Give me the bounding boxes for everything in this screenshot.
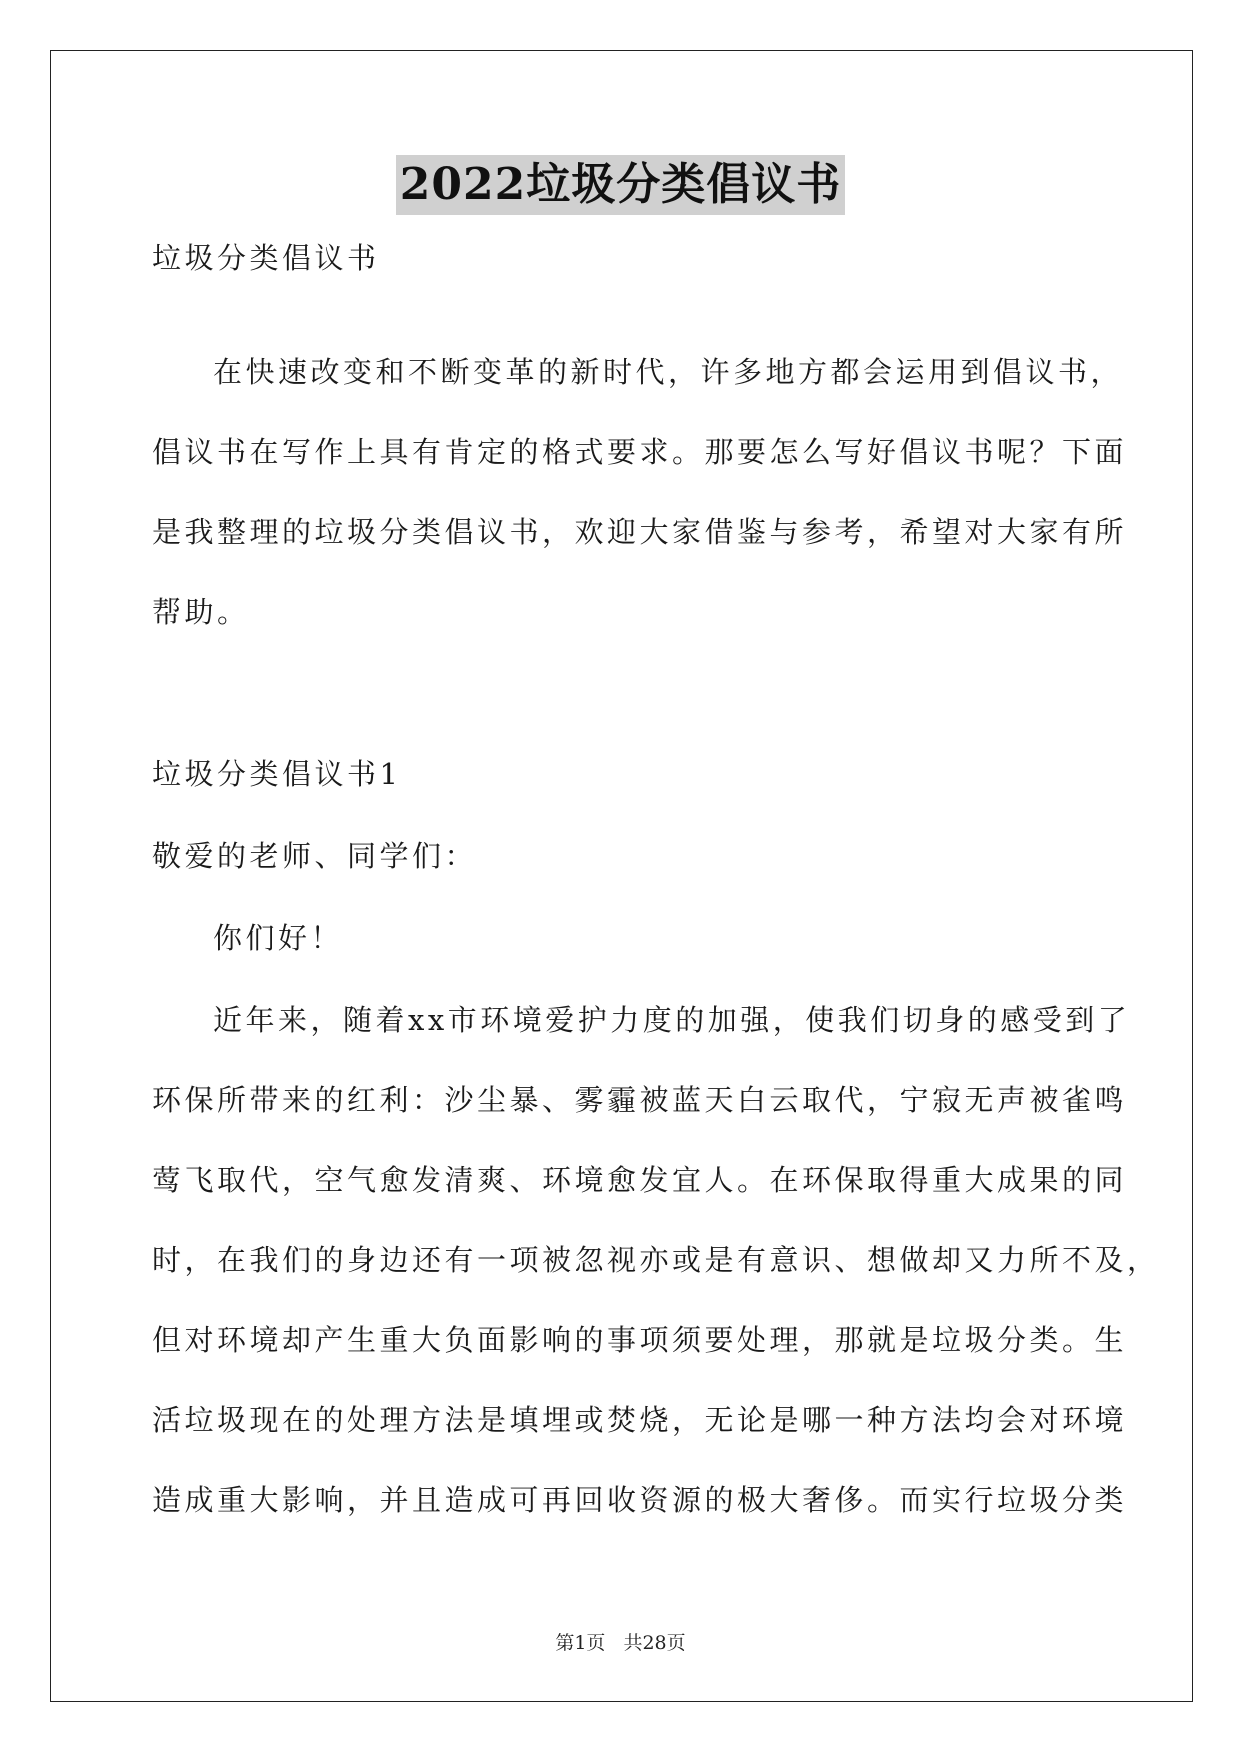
body-line-6: 活垃圾现在的处理方法是填埋或焚烧，无论是哪一种方法均会对环境 bbox=[152, 1403, 1128, 1437]
document-heading: 垃圾分类倡议书 bbox=[152, 241, 380, 275]
document-title: 2022垃圾分类倡议书 bbox=[396, 155, 845, 215]
intro-line-1: 在快速改变和不断变革的新时代，许多地方都会运用到倡议书， bbox=[213, 355, 1124, 389]
intro-line-3: 是我整理的垃圾分类倡议书，欢迎大家借鉴与参考，希望对大家有所 bbox=[152, 515, 1128, 549]
body-line-3: 莺飞取代，空气愈发清爽、环境愈发宜人。在环保取得重大成果的同 bbox=[152, 1163, 1128, 1197]
page-total: 共28页 bbox=[623, 1632, 686, 1654]
intro-line-4: 帮助。 bbox=[152, 595, 250, 629]
page-number: 第1页 bbox=[555, 1632, 606, 1654]
section-title: 垃圾分类倡议书1 bbox=[152, 757, 402, 791]
body-line-7: 造成重大影响，并且造成可再回收资源的极大奢侈。而实行垃圾分类 bbox=[152, 1483, 1128, 1517]
body-line-5: 但对环境却产生重大负面影响的事项须要处理，那就是垃圾分类。生 bbox=[152, 1323, 1128, 1357]
title-container bbox=[0, 155, 1241, 215]
body-line-4: 时，在我们的身边还有一项被忽视亦或是有意识、想做却又力所不及， bbox=[152, 1243, 1160, 1277]
greeting: 你们好！ bbox=[213, 921, 344, 955]
page-footer bbox=[0, 1630, 1241, 1656]
body-line-2: 环保所带来的红利：沙尘暴、雾霾被蓝天白云取代，宁寂无声被雀鸣 bbox=[152, 1083, 1128, 1117]
body-line-1: 近年来，随着xx市环境爱护力度的加强，使我们切身的感受到了 bbox=[213, 1003, 1131, 1037]
page-border bbox=[50, 50, 1193, 1702]
intro-line-2: 倡议书在写作上具有肯定的格式要求。那要怎么写好倡议书呢？下面 bbox=[152, 435, 1128, 469]
salutation: 敬爱的老师、同学们： bbox=[152, 839, 478, 873]
